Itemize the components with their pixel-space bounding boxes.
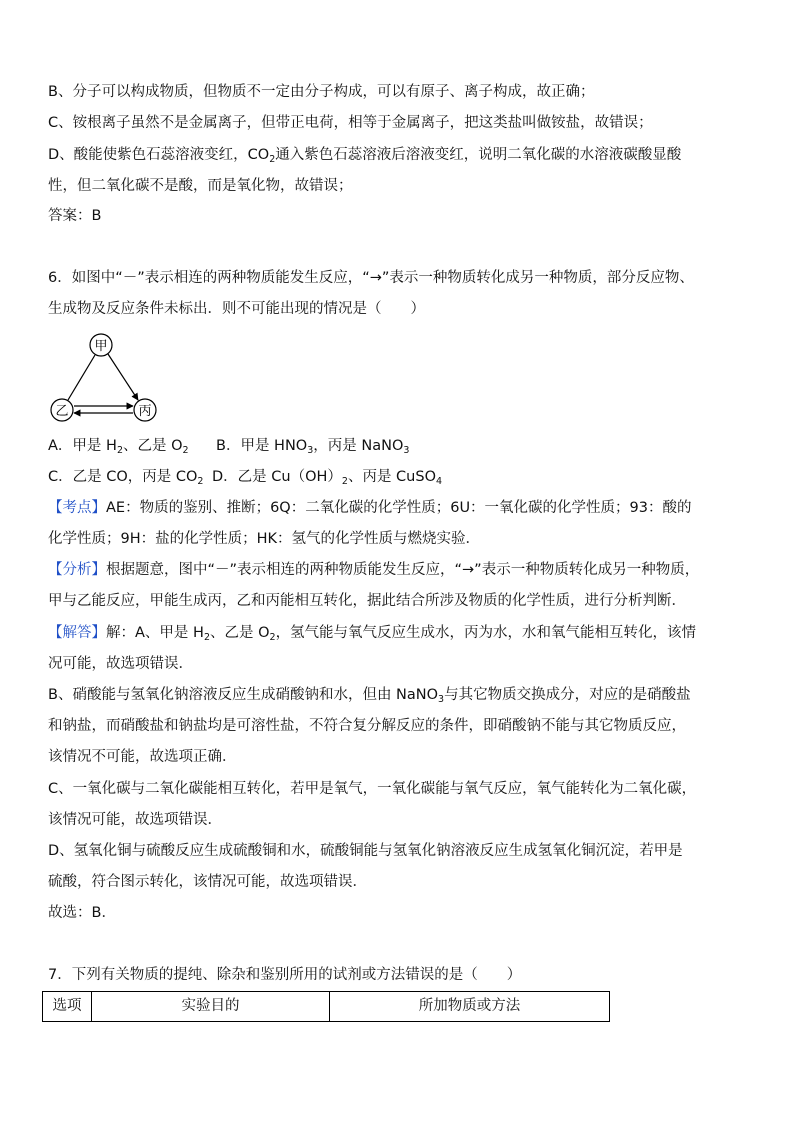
subscript: 2 <box>269 154 276 165</box>
subscript: 2 <box>269 632 276 643</box>
text-span: B．甲是 HNO <box>216 438 308 454</box>
q6-stem-line2: 生成物及反应条件未标出．则不可能出现的情况是（ ） <box>48 301 425 317</box>
text-span: B、硝酸能与氢氧化钠溶液反应生成硝酸钠和水，但由 NaNO <box>48 687 439 703</box>
q6-explain-d-line2: 硫酸，符合图示转化，该情况可能，故选项错误． <box>48 874 367 890</box>
table-header-method: 所加物质或方法 <box>418 998 521 1014</box>
q6-explain-b-line2: 和钠盐，而硝酸盐和钠盐均是可溶性盐，不符合复分解反应的条件，即硝酸钠不能与其它物质反应， <box>48 718 686 734</box>
text-span: 、乙是 O <box>122 438 183 454</box>
q6-choice: 故选：B． <box>48 905 116 921</box>
subscript: 2 <box>182 445 189 456</box>
q6-fenxi-line2: 甲与乙能反应，甲能生成丙，乙和丙能相互转化，据此结合所涉及物质的化学性质，进行分析判断． <box>48 593 686 609</box>
text-span: C．乙是 CO，丙是 CO <box>48 469 198 485</box>
prev-option-c: C、铵根离子虽然不是金属离子，但带正电荷，相等于金属离子，把这类盐叫做铵盐，故错误； <box>48 115 653 131</box>
q6-option-d <box>212 467 442 487</box>
prev-option-b: B、分子可以构成物质，但物质不一定由分子构成，可以有原子、离子构成，故正确； <box>48 84 595 100</box>
prev-option-d-line1 <box>48 145 681 165</box>
text-span: D．乙是 Cu（OH） <box>212 469 342 485</box>
q7-stem: 7．下列有关物质的提纯、除杂和鉴别所用的试剂或方法错误的是（ ） <box>48 967 522 983</box>
q6-option-a <box>48 436 189 456</box>
q6-fenxi-line1 <box>48 560 699 580</box>
arrow-jia-bing <box>108 354 138 400</box>
edge-jia-yi <box>68 355 95 400</box>
prev-option-d-line2: 性，但二氧化碳不是酸，而是氧化物，故错误； <box>48 178 353 194</box>
q6-option-b <box>216 436 409 456</box>
text-span: ，氢气能与氧气反应生成水，丙为水，水和氧气能相互转化，该情 <box>275 625 697 641</box>
text-span: AE：物质的鉴别、推断；6Q：二氧化碳的化学性质；6U：一氧化碳的化学性质；93：酸的 <box>106 500 692 516</box>
subscript: 2 <box>116 445 123 456</box>
q6-jieda-line1 <box>48 623 696 643</box>
subscript: 4 <box>436 476 443 487</box>
q6-kaodian-line2: 化学性质；9H：盐的化学性质；HK：氢气的化学性质与燃烧实验． <box>48 531 481 547</box>
subscript: 3 <box>307 445 314 456</box>
table-header-purpose: 实验目的 <box>181 998 240 1014</box>
node-jia-label: 甲 <box>94 339 108 354</box>
q6-explain-b-line3: 该情况不可能，故选项正确． <box>48 749 237 765</box>
text-span: ，丙是 NaNO <box>313 438 404 454</box>
q6-stem-line1: 6．如图中“－”表示相连的两种物质能发生反应，“→”表示一种物质转化成另一种物质，部分反应物、 <box>48 270 694 286</box>
q6-option-c <box>48 467 203 487</box>
subscript: 3 <box>403 445 410 456</box>
q6-jieda-line2: 况可能，故选项错误． <box>48 656 193 672</box>
text-span: 、乙是 O <box>209 625 270 641</box>
subscript: 2 <box>203 632 210 643</box>
fenxi-tag: 【分析】 <box>48 562 106 578</box>
text-span: D、酸能使紫色石蕊溶液变红，CO <box>48 147 270 163</box>
subscript: 3 <box>438 694 445 705</box>
kaodian-tag: 【考点】 <box>48 500 106 516</box>
text-span: 通入紫色石蕊溶液后溶液变红，说明二氧化碳的水溶液碳酸显酸 <box>275 147 682 163</box>
q7-table <box>42 991 610 1022</box>
q6-explain-b-line1 <box>48 685 691 705</box>
node-yi-label: 乙 <box>55 404 69 419</box>
text-span: 解：A、甲是 H <box>106 625 204 641</box>
text-span: A．甲是 H <box>48 438 117 454</box>
subscript: 2 <box>341 476 348 487</box>
q6-explain-c-line1: C、一氧化碳与二氧化碳能相互转化，若甲是氧气，一氧化碳能与氧气反应，氧气能转化为二氧化碳， <box>48 781 697 797</box>
q6-kaodian-line1 <box>48 498 692 518</box>
q6-explain-d-line1: D、氢氧化铜与硫酸反应生成硫酸铜和水，硫酸铜能与氢氧化钠溶液反应生成氢氧化铜沉淀，若甲是 <box>48 843 683 859</box>
q6-reaction-diagram <box>44 330 164 425</box>
q6-explain-c-line2: 该情况可能，故选项错误． <box>48 812 222 828</box>
node-bing-label: 丙 <box>138 404 152 419</box>
text-span: 根据题意，图中“－”表示相连的两种物质能发生反应，“→”表示一种物质转化成另一种物质， <box>106 562 700 578</box>
subscript: 2 <box>197 476 204 487</box>
prev-answer: 答案：B <box>48 208 102 224</box>
table-header-option: 选项 <box>52 998 82 1014</box>
jieda-tag: 【解答】 <box>48 625 106 641</box>
text-span: 、丙是 CuSO <box>347 469 436 485</box>
text-span: 与其它物质交换成分，对应的是硝酸盐 <box>444 687 691 703</box>
